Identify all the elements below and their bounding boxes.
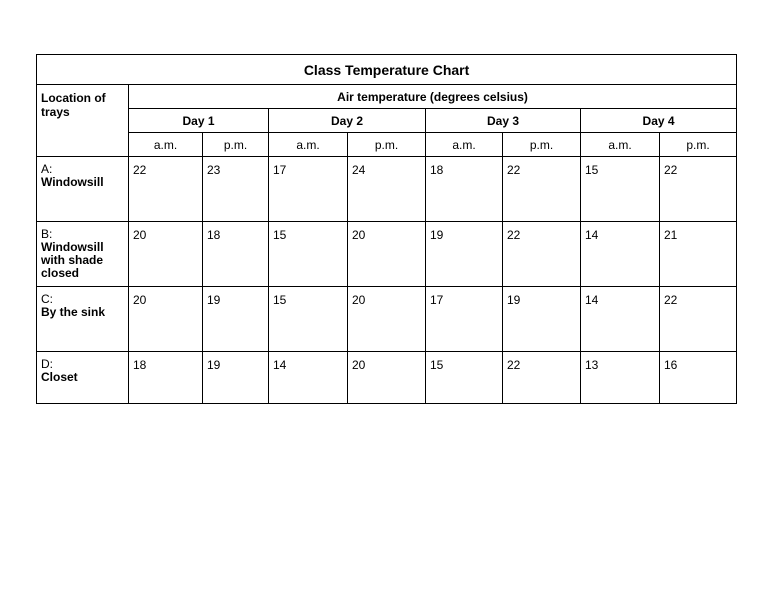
table-cell: 15 — [581, 157, 660, 222]
table-cell: 22 — [660, 157, 737, 222]
period-header: p.m. — [203, 133, 269, 157]
day-header: Day 4 — [581, 109, 737, 133]
table-cell: 19 — [203, 287, 269, 352]
table-cell: 19 — [203, 352, 269, 404]
period-header: p.m. — [660, 133, 737, 157]
table-cell: 22 — [129, 157, 203, 222]
table-cell: 20 — [129, 222, 203, 287]
row-label — [37, 157, 129, 222]
day-header: Day 1 — [129, 109, 269, 133]
table-cell: 20 — [129, 287, 203, 352]
table-cell: 22 — [503, 222, 581, 287]
row-name: Windowsill with shade closed — [41, 240, 104, 280]
row-name: Windowsill — [41, 175, 104, 189]
row-code: B: — [41, 227, 53, 241]
table-cell: 20 — [348, 352, 426, 404]
air-temperature-header: Air temperature (degrees celsius) — [129, 85, 737, 109]
row-label — [37, 352, 129, 404]
period-header: p.m. — [503, 133, 581, 157]
table-cell: 22 — [660, 287, 737, 352]
row-name: By the sink — [41, 305, 106, 319]
class-temperature-table — [36, 54, 737, 404]
location-header: Location of trays — [37, 85, 129, 157]
table-cell: 22 — [503, 352, 581, 404]
table-cell: 18 — [129, 352, 203, 404]
day-header: Day 3 — [426, 109, 581, 133]
table-cell: 14 — [581, 222, 660, 287]
table-title: Class Temperature Chart — [37, 55, 737, 85]
table-cell: 20 — [348, 222, 426, 287]
table-cell: 18 — [426, 157, 503, 222]
table-cell: 13 — [581, 352, 660, 404]
table-cell: 16 — [660, 352, 737, 404]
table-row — [37, 157, 737, 222]
period-header: a.m. — [269, 133, 348, 157]
table-cell: 15 — [269, 222, 348, 287]
period-header: a.m. — [581, 133, 660, 157]
table-cell: 15 — [269, 287, 348, 352]
period-header: a.m. — [426, 133, 503, 157]
row-code: D: — [41, 357, 53, 371]
table-row — [37, 222, 737, 287]
table-cell: 23 — [203, 157, 269, 222]
table-cell: 19 — [426, 222, 503, 287]
row-label — [37, 287, 129, 352]
row-code: C: — [41, 292, 53, 306]
table-cell: 14 — [269, 352, 348, 404]
day-header: Day 2 — [269, 109, 426, 133]
period-header: a.m. — [129, 133, 203, 157]
table-cell: 19 — [503, 287, 581, 352]
table-row — [37, 352, 737, 404]
table-cell: 15 — [426, 352, 503, 404]
period-header: p.m. — [348, 133, 426, 157]
row-label — [37, 222, 129, 287]
table-cell: 14 — [581, 287, 660, 352]
row-code: A: — [41, 162, 53, 176]
table-cell: 24 — [348, 157, 426, 222]
row-name: Closet — [41, 370, 78, 384]
table-cell: 17 — [426, 287, 503, 352]
table-row — [37, 287, 737, 352]
table-cell: 20 — [348, 287, 426, 352]
table-cell: 18 — [203, 222, 269, 287]
table-cell: 21 — [660, 222, 737, 287]
table-cell: 17 — [269, 157, 348, 222]
table-cell: 22 — [503, 157, 581, 222]
